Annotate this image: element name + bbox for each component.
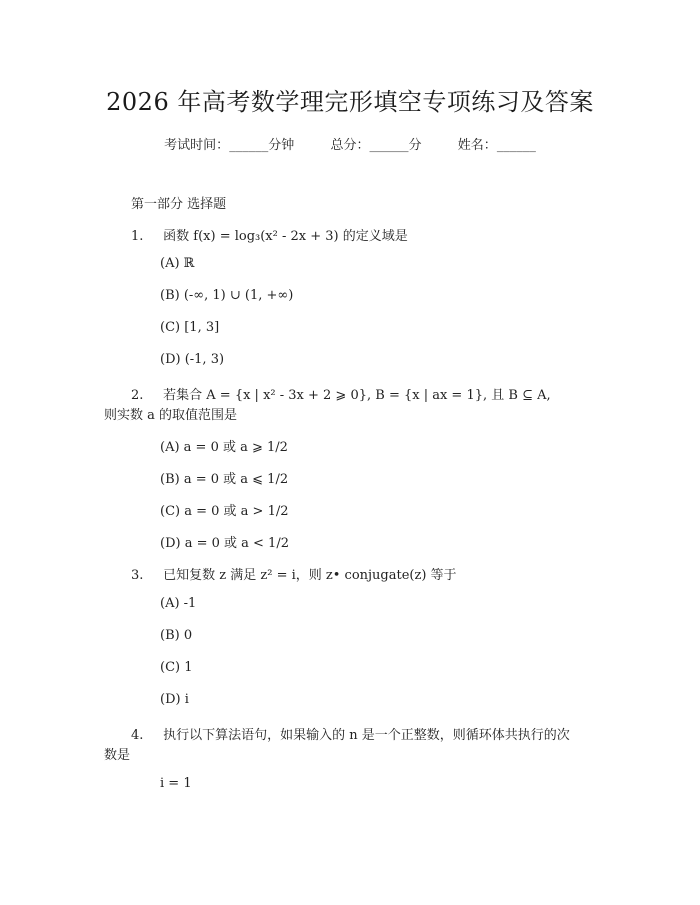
code-line: i = 1 (160, 776, 192, 791)
option-2b: (B) a = 0 或 a ⩽ 1/2 (160, 472, 289, 487)
exam-time-blank: ______ (229, 138, 269, 153)
exam-time-unit: 分钟 (268, 138, 295, 153)
question-3 (131, 564, 457, 583)
question-4-continuation: 数是 (104, 748, 131, 763)
document-title: 2026 年高考数学理完形填空专项练习及答案 (106, 88, 594, 116)
question-2 (131, 384, 551, 403)
option-2c: (C) a = 0 或 a > 1/2 (160, 504, 289, 519)
question-text: 函数 f(x) = log₃(x² - 2x + 3) 的定义域是 (163, 229, 408, 244)
question-number: 4. (131, 728, 144, 743)
exam-info (0, 134, 700, 153)
question-number: 3. (131, 568, 144, 583)
total-score-unit: 分 (408, 138, 422, 153)
question-text: 已知复数 z 满足 z² = i，则 z• conjugate(z) 等于 (163, 568, 457, 583)
question-2-continuation: 则实数 a 的取值范围是 (104, 408, 238, 423)
option-1a: (A) ℝ (160, 256, 195, 271)
exam-time-label: 考试时间： (164, 138, 230, 153)
total-score-blank: ______ (369, 138, 409, 153)
question-text: 若集合 A = {x | x² - 3x + 2 ⩾ 0}, B = {x | ax = 1}, 且 B ⊆ A, (163, 388, 551, 403)
name-label: 姓名： (457, 138, 497, 153)
option-2a: (A) a = 0 或 a ⩾ 1/2 (160, 440, 288, 455)
question-text: 执行以下算法语句，如果输入的 n 是一个正整数，则循环体共执行的次 (163, 728, 570, 743)
option-1b: (B) (-∞, 1) ∪ (1, +∞) (160, 288, 294, 303)
option-1d: (D) (-1, 3) (160, 352, 225, 367)
option-2d: (D) a = 0 或 a < 1/2 (160, 536, 289, 551)
option-1c: (C) [1, 3] (160, 320, 220, 335)
option-3a: (A) -1 (160, 596, 197, 611)
section-title: 第一部分 选择题 (131, 197, 227, 212)
question-4 (131, 724, 570, 743)
question-number: 2. (131, 388, 144, 403)
question-1 (131, 225, 408, 244)
option-3b: (B) 0 (160, 628, 193, 643)
option-3d: (D) i (160, 692, 189, 707)
option-3c: (C) 1 (160, 660, 193, 675)
total-score-label: 总分： (330, 138, 370, 153)
name-blank: ______ (496, 138, 536, 153)
question-number: 1. (131, 229, 144, 244)
